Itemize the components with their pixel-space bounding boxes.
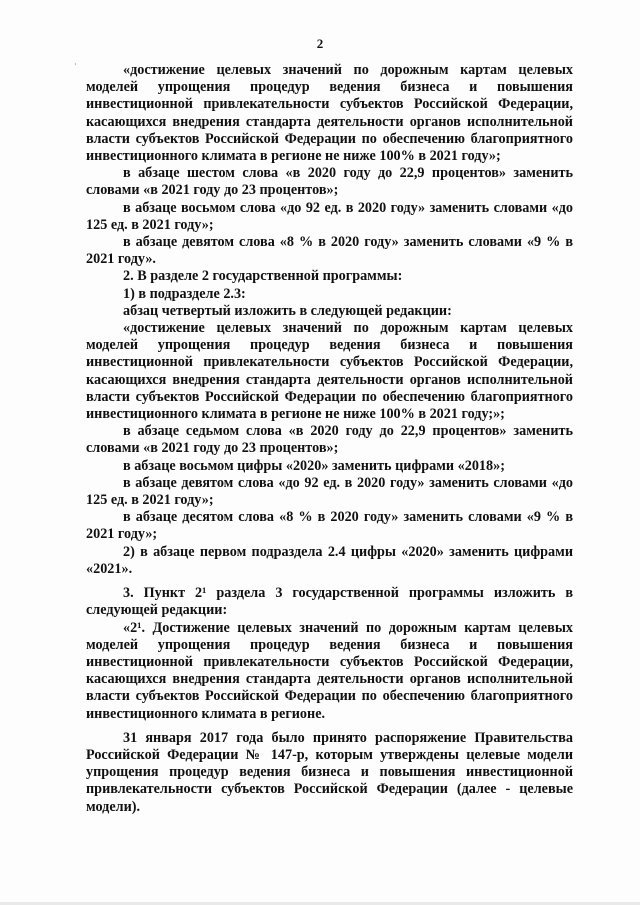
paragraph-ninth-abzats: в абзаце девятом слова «8 % в 2020 году» заменить словами «9 % в 2021 году». xyxy=(86,234,573,268)
paragraph-tenth-abzats: в абзаце десятом слова «8 % в 2020 году» заменить словами «9 % в 2021 году»; xyxy=(86,509,573,543)
paragraph-subsection-2-3: 1) в подразделе 2.3: xyxy=(123,285,246,302)
paragraph-section-2: 2. В разделе 2 государственной программы: xyxy=(123,268,403,285)
paragraph-eighth-abzats: в абзаце восьмом слова «до 92 ед. в 2020 году» заменить словами «до 125 ед. в 2021 году»; xyxy=(86,199,573,233)
paragraph-sixth-abzats: в абзаце шестом слова «в 2020 году до 22,9 процентов» заменить словами «в 2021 году до 23 процентов»; xyxy=(86,165,573,199)
paragraph-seventh-abzats: в абзаце седьмом слова «в 2020 году до 22,9 процентов» заменить словами «в 2021 году до 23 процентов»; xyxy=(86,423,573,457)
paragraph-eighth-abzats-digits: в абзаце восьмом цифры «2020» заменить цифрами «2018»; xyxy=(123,457,505,474)
paragraph-point-2-1: 3. Пункт 2¹ раздела 3 государственной программы изложить в следующей редакции: xyxy=(86,585,573,619)
paragraph-ninth-abzats-2: в абзаце девятом слова «до 92 ед. в 2020 году» заменить словами «до 125 ед. в 2021 году»; xyxy=(86,474,573,509)
document-body xyxy=(86,62,573,816)
page-number: 2 xyxy=(316,36,324,51)
paragraph-point-2-1-text: «2¹. Достижение целевых значений по дорожным картам целевых моделей упрощения процедур ведения бизнеса и повышения инвестиционной привлекательности субъектов Российской Федерации, касающихся внедрения стандарта деятельности органов исполнительной власти субъектов Российской Федерации по обеспечению благоприятного инвестиционного климата в регионе. xyxy=(86,619,573,722)
scan-mark: · xyxy=(74,60,77,69)
paragraph-target-quote-1: «достижение целевых значений по дорожным картам целевых моделей упрощения процедур ведения бизнеса и повышения инвестиционной привлекательности субъектов Российской Федерации, касающихся внедрения стандарта деятельности органов исполнительной власти субъектов Российской Федерации по обеспечению благоприятного инвестиционного климата в регионе не ниже 100% в 2021 году»; xyxy=(86,62,573,165)
paragraph-subsection-2-4: 2) в абзаце первом подраздела 2.4 цифры «2020» заменить цифрами «2021». xyxy=(86,543,573,577)
paragraph-order-147-r: 31 января 2017 года было принято распоряжение Правительства Российской Федерации № 147-р, которым утверждены целевые модели упрощения процедур ведения бизнеса и повышения инвестиционной привлекательности субъектов Российской Федерации (далее - целевые модели). xyxy=(86,729,573,815)
paragraph-fourth-abzats-intro: абзац четвертый изложить в следующей редакции: xyxy=(123,302,452,319)
paragraph-target-quote-2: «достижение целевых значений по дорожным картам целевых моделей упрощения процедур ведения бизнеса и повышения инвестиционной привлекательности субъектов Российской Федерации, касающихся внедрения стандарта деятельности органов исполнительной власти субъектов Российской Федерации по обеспечению благоприятного инвестиционного климата в регионе не ниже 100% в 2021 году;»; xyxy=(86,320,573,423)
